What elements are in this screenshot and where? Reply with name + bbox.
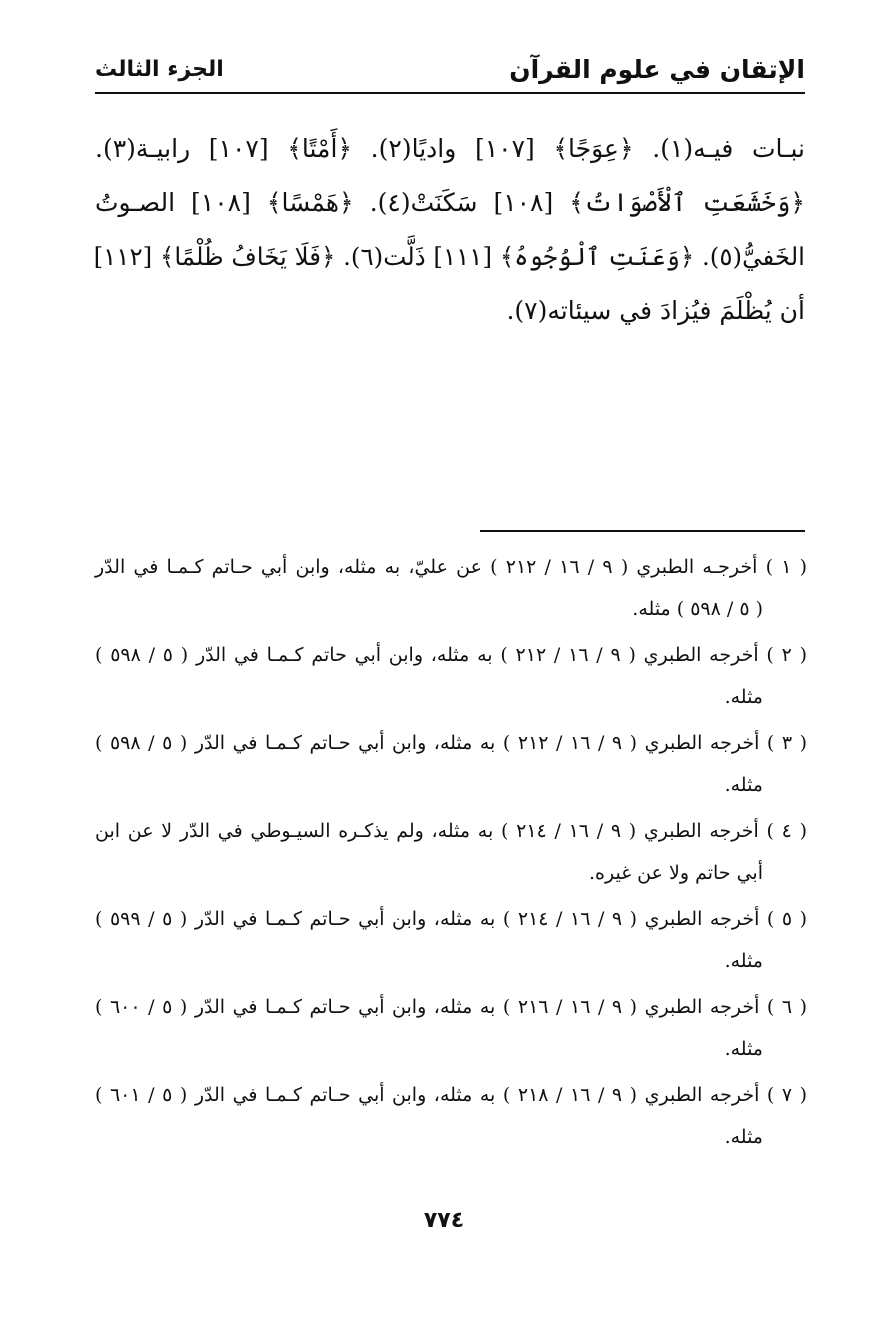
- footnote-1: [95, 546, 807, 630]
- footnote-line: ( ٥ / ٥٩٨ ) مثله.: [632, 598, 763, 620]
- footnote-3: [95, 722, 807, 806]
- footnote-line: مثله.: [724, 1126, 763, 1148]
- footnote-line: ( ٢ ) أخرجه الطبري ( ٩ / ١٦ / ٢١٢ ) به مثله، وابن أبي حاتم كـمـا في الدّر ( ٥ / ٥٩٨ ): [95, 644, 808, 666]
- footnote-line: مثله.: [724, 774, 763, 796]
- footnote-line: ( ٤ ) أخرجه الطبري ( ٩ / ١٦ / ٢١٤ ) به مثله، ولم يذكـره السيـوطي في الدّر لا عن ابن: [95, 820, 808, 842]
- text-line: نبـات فيـه(١). ﴿عِوَجًا﴾ [١٠٧] واديًا(٢). ﴿أَمْتًا﴾ [١٠٧] رابيـة(٣).: [95, 134, 806, 163]
- footnote-line: ( ٥ ) أخرجه الطبري ( ٩ / ١٦ / ٢١٤ ) به مثله، وابن أبي حـاتم كـمـا في الدّر ( ٥ / ٥٩٩ ): [95, 908, 808, 930]
- footnote-line: ( ١ ) أخرجـه الطبري ( ٩ / ١٦ / ٢١٢ ) عن عليّ، به مثله، وابن أبي حـاتم كـمـا في الدّر: [95, 556, 808, 578]
- text-line: الخَفيُّ(٥). ﴿وَعَنَتِ ٱلْوُجُوهُ﴾ [١١١] ذَلَّت(٦). ﴿فَلَا يَخَافُ ظُلْمًا﴾ [١١٢]: [93, 242, 805, 271]
- footnote-2: [95, 634, 807, 718]
- volume-label: الجزء الثالث: [95, 57, 224, 82]
- text-line: أن يُظْلَمَ فيُزادَ في سيئاته(٧).: [506, 296, 805, 325]
- book-title: الإتقان في علوم القرآن: [509, 55, 805, 84]
- text-line: ﴿وَخَشَعَتِ ٱلْأَصْوَاتُ﴾ [١٠٨] سَكَنَتْ(٤). ﴿هَمْسًا﴾ [١٠٨] الصـوتُ: [95, 188, 805, 217]
- footnote-line: مثله.: [724, 950, 763, 972]
- footnote-4: [95, 810, 807, 894]
- running-header: [95, 52, 805, 94]
- footnote-7: [95, 1074, 807, 1158]
- footnote-line: ( ٣ ) أخرجه الطبري ( ٩ / ١٦ / ٢١٢ ) به مثله، وابن أبي حـاتم كـمـا في الدّر ( ٥ / ٥٩٨ ): [95, 732, 808, 754]
- main-text: [95, 122, 805, 338]
- page-number: ٧٧٤: [423, 1208, 465, 1233]
- footnote-line: ( ٧ ) أخرجه الطبري ( ٩ / ١٦ / ٢١٨ ) به مثله، وابن أبي حـاتم كـمـا في الدّر ( ٥ / ٦٠١ ): [95, 1084, 808, 1106]
- footnote-5: [95, 898, 807, 982]
- footnote-separator: [480, 530, 805, 532]
- footnote-line: أبي حاتم ولا عن غيره.: [589, 862, 763, 884]
- footnotes: [95, 546, 807, 1162]
- footnote-line: مثله.: [724, 1038, 763, 1060]
- footnote-6: [95, 986, 807, 1070]
- footnote-line: مثله.: [724, 686, 763, 708]
- footnote-line: ( ٦ ) أخرجه الطبري ( ٩ / ١٦ / ٢١٦ ) به مثله، وابن أبي حـاتم كـمـا في الدّر ( ٥ / ٦٠٠ ): [95, 996, 808, 1018]
